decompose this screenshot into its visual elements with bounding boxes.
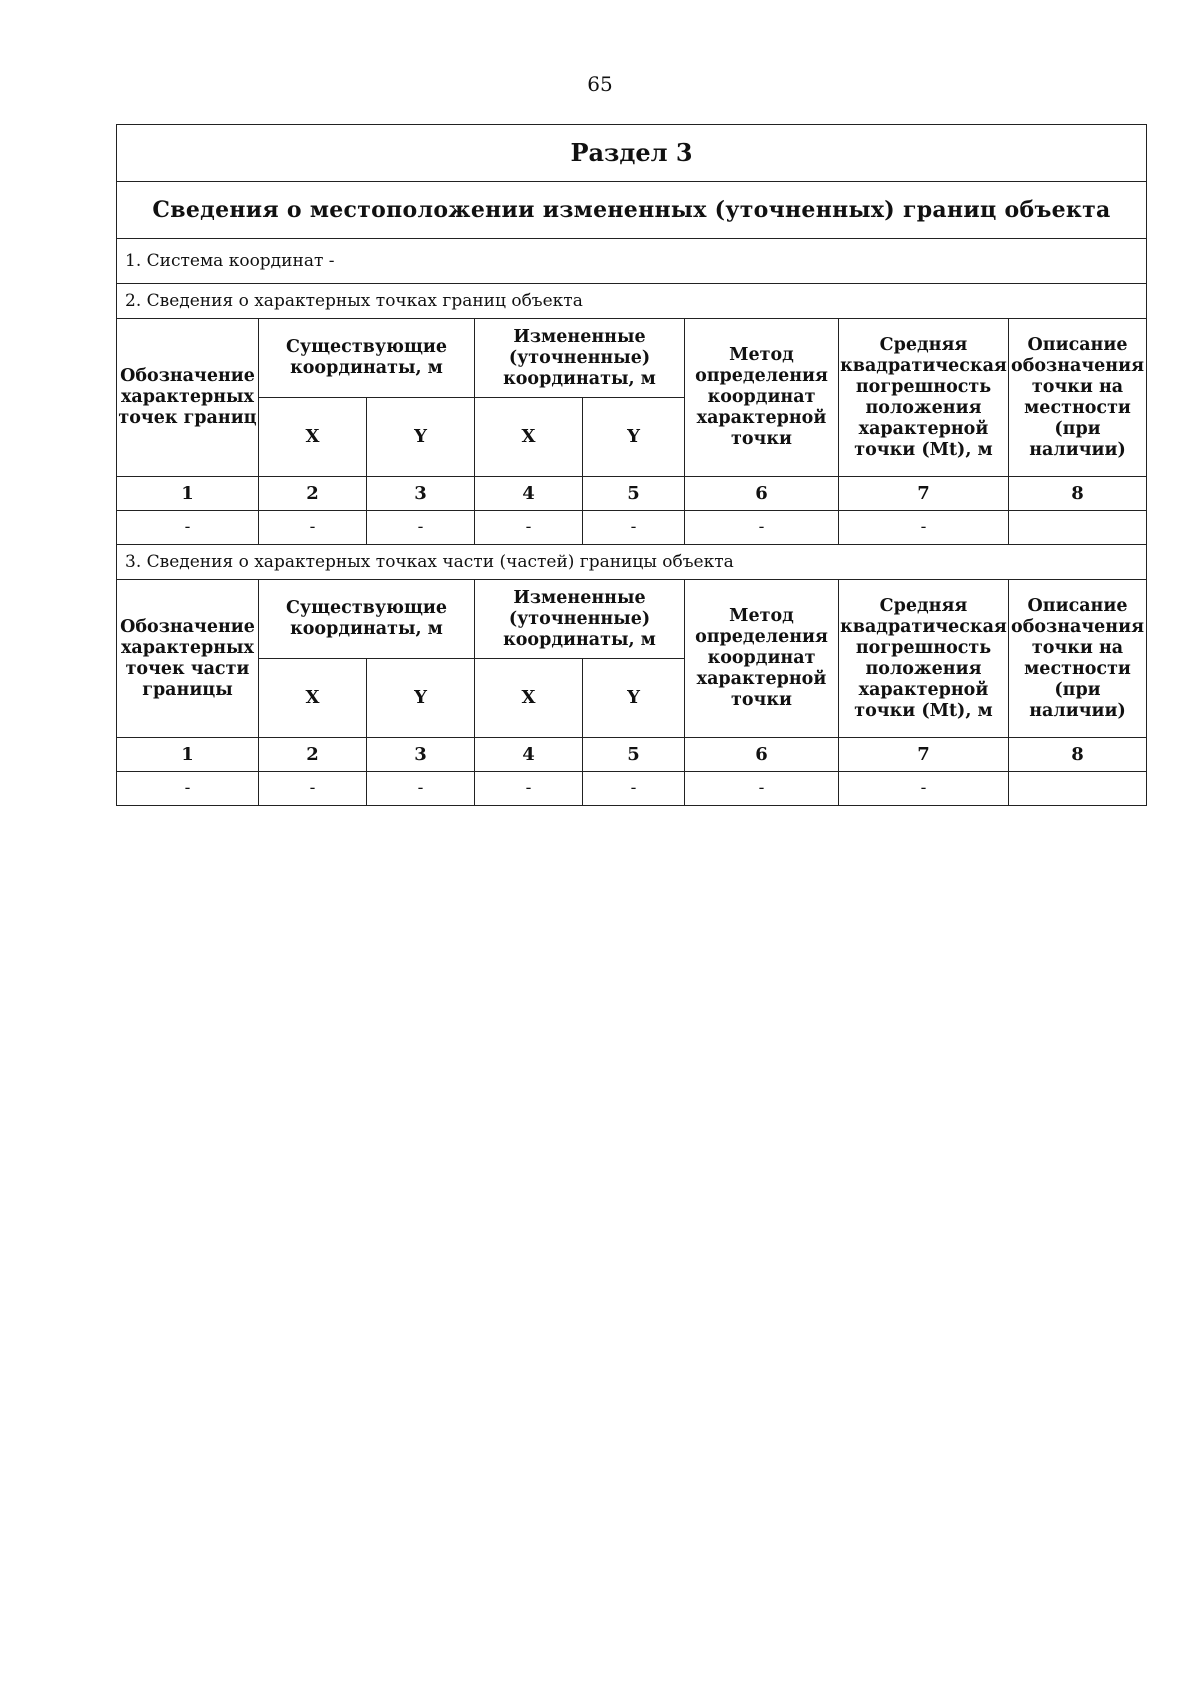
table1-header-existing-x: X [259,398,367,477]
table2-header-changed-x: X [475,659,583,738]
table2-header-description: Описание обозначения точки на местности (при наличии) [1009,580,1147,738]
table2-column-number: 6 [685,738,839,772]
table1-header-changed: Измененные (уточненные) координаты, м [475,319,685,398]
table1-column-number: 3 [367,477,475,511]
table1-cell: - [259,511,367,545]
table1-column-number: 7 [839,477,1009,511]
table2-cell: - [583,772,685,806]
table2-header-changed: Измененные (уточненные) координаты, м [475,580,685,659]
table1-header-error: Средняя квадратическая погрешность положения характерной точки (Mt), м [839,319,1009,477]
table1-cell: - [367,511,475,545]
table2-cell [1009,772,1147,806]
table2-caption: 3. Сведения о характерных точках части (частей) границы объекта [117,545,1147,580]
table2-header-designation: Обозначение характерных точек части границы [117,580,259,738]
table2-cell: - [839,772,1009,806]
table1-header-changed-y: Y [583,398,685,477]
table1-header-description: Описание обозначения точки на местности (при наличии) [1009,319,1147,477]
table2-header-method: Метод определения координат характерной точки [685,580,839,738]
table1-header-method: Метод определения координат характерной точки [685,319,839,477]
table1-header-existing-y: Y [367,398,475,477]
table1-cell: - [685,511,839,545]
table1-cell: - [583,511,685,545]
table1-cell: - [839,511,1009,545]
table1-column-number: 4 [475,477,583,511]
table2-cell: - [475,772,583,806]
table2-column-number: 1 [117,738,259,772]
section-title: Раздел 3 [117,125,1147,182]
section-subtitle: Сведения о местоположении измененных (уточненных) границ объекта [117,182,1147,239]
table2-column-number: 7 [839,738,1009,772]
table1-column-number: 6 [685,477,839,511]
table1-column-number: 1 [117,477,259,511]
table2-cell: - [117,772,259,806]
table1-cell: - [475,511,583,545]
table1-cell [1009,511,1147,545]
table-row [117,772,1147,806]
table1-column-number: 8 [1009,477,1147,511]
table2-header-error: Средняя квадратическая погрешность положения характерной точки (Mt), м [839,580,1009,738]
table-row [117,511,1147,545]
table2-column-number: 4 [475,738,583,772]
table2-header-existing-x: X [259,659,367,738]
table1-caption: 2. Сведения о характерных точках границ объекта [117,284,1147,319]
table2-header-changed-y: Y [583,659,685,738]
table1-column-number: 2 [259,477,367,511]
table2-column-number: 3 [367,738,475,772]
section-table [116,124,1147,806]
table2-column-number: 8 [1009,738,1147,772]
page-number: 65 [587,72,613,96]
table1-header-designation: Обозначение характерных точек границ [117,319,259,477]
table1-column-number: 5 [583,477,685,511]
table2-header-existing: Существующие координаты, м [259,580,475,659]
table1-header-changed-x: X [475,398,583,477]
table2-cell: - [367,772,475,806]
table1-header-existing: Существующие координаты, м [259,319,475,398]
table2-column-number: 5 [583,738,685,772]
table2-cell: - [685,772,839,806]
table1-cell: - [117,511,259,545]
table2-cell: - [259,772,367,806]
table2-column-number: 2 [259,738,367,772]
coordinate-system-line: 1. Система координат - [117,239,1147,284]
table2-header-existing-y: Y [367,659,475,738]
